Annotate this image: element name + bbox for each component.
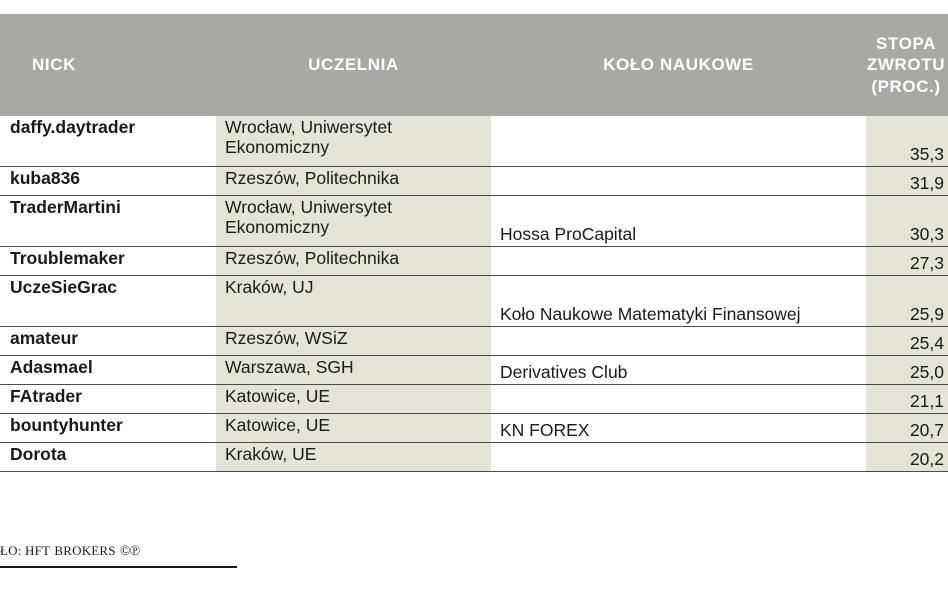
- cell-uczelnia: Kraków, UJ: [216, 276, 491, 327]
- cell-nick: Troublemaker: [0, 247, 216, 276]
- cell-stopa-zwrotu: 25,4: [866, 327, 948, 356]
- table-row: [0, 167, 948, 196]
- cell-stopa-zwrotu: 21,1: [866, 385, 948, 414]
- table-header: [0, 14, 948, 116]
- cell-kolo-naukowe: [491, 385, 866, 414]
- cell-kolo-naukowe: [491, 443, 866, 472]
- cell-kolo-naukowe: [491, 327, 866, 356]
- cell-kolo-naukowe: [491, 116, 866, 167]
- cell-stopa-zwrotu: 35,3: [866, 116, 948, 167]
- cell-uczelnia: Warszawa, SGH: [216, 356, 491, 385]
- cell-uczelnia: Rzeszów, WSiZ: [216, 327, 491, 356]
- cell-nick: Dorota: [0, 443, 216, 472]
- cell-stopa-zwrotu: 20,2: [866, 443, 948, 472]
- column-header-kolo-naukowe: KOŁO NAUKOWE: [491, 14, 866, 116]
- header-row: [0, 14, 948, 116]
- cell-uczelnia: Wrocław, Uniwersytet Ekonomiczny: [216, 116, 491, 167]
- cell-nick: amateur: [0, 327, 216, 356]
- cell-uczelnia: Rzeszów, Politechnika: [216, 167, 491, 196]
- cell-nick: bountyhunter: [0, 414, 216, 443]
- cell-stopa-zwrotu: 27,3: [866, 247, 948, 276]
- footer-divider: [0, 566, 237, 568]
- column-header-stopa-zwrotu: [866, 14, 948, 116]
- column-header-stopa-zwrotu-line2: ZWROTU: [866, 55, 946, 75]
- cell-nick: UczeSieGrac: [0, 276, 216, 327]
- table-row: [0, 247, 948, 276]
- column-header-stopa-zwrotu-line1: STOPA: [876, 34, 936, 54]
- column-header-nick: NICK: [0, 14, 216, 116]
- table-row: [0, 276, 948, 327]
- copyright-icon: ©℗: [119, 544, 140, 559]
- cell-nick: TraderMartini: [0, 196, 216, 247]
- cell-kolo-naukowe: [491, 247, 866, 276]
- table-row: [0, 443, 948, 472]
- cell-kolo-naukowe: Hossa ProCapital: [491, 196, 866, 247]
- source-prefix: ŁO: HFT: [0, 543, 51, 558]
- cell-nick: Adasmael: [0, 356, 216, 385]
- column-header-uczelnia: UCZELNIA: [216, 14, 491, 116]
- source-name: BROKERS: [54, 543, 116, 558]
- cell-uczelnia: Katowice, UE: [216, 414, 491, 443]
- cell-stopa-zwrotu: 20,7: [866, 414, 948, 443]
- cell-uczelnia: Rzeszów, Politechnika: [216, 247, 491, 276]
- table-row: [0, 196, 948, 247]
- source-note: [0, 542, 139, 560]
- cell-kolo-naukowe: [491, 167, 866, 196]
- cell-kolo-naukowe: Koło Naukowe Matematyki Finansowej: [491, 276, 866, 327]
- cell-kolo-naukowe: Derivatives Club: [491, 356, 866, 385]
- table-row: [0, 356, 948, 385]
- cell-stopa-zwrotu: 25,9: [866, 276, 948, 327]
- table-row: [0, 414, 948, 443]
- ranking-table: [0, 14, 948, 472]
- cell-uczelnia: Katowice, UE: [216, 385, 491, 414]
- cell-nick: daffy.daytrader: [0, 116, 216, 167]
- table-body: [0, 116, 948, 472]
- table-row: [0, 385, 948, 414]
- cell-nick: kuba836: [0, 167, 216, 196]
- table-row: [0, 116, 948, 167]
- cell-stopa-zwrotu: 30,3: [866, 196, 948, 247]
- cell-uczelnia: Wrocław, Uniwersytet Ekonomiczny: [216, 196, 491, 247]
- table-container: [0, 14, 948, 472]
- column-header-stopa-zwrotu-line3: (PROC.): [871, 76, 941, 96]
- table-row: [0, 327, 948, 356]
- cell-kolo-naukowe: KN FOREX: [491, 414, 866, 443]
- cell-stopa-zwrotu: 25,0: [866, 356, 948, 385]
- cell-stopa-zwrotu: 31,9: [866, 167, 948, 196]
- cell-nick: FAtrader: [0, 385, 216, 414]
- cell-uczelnia: Kraków, UE: [216, 443, 491, 472]
